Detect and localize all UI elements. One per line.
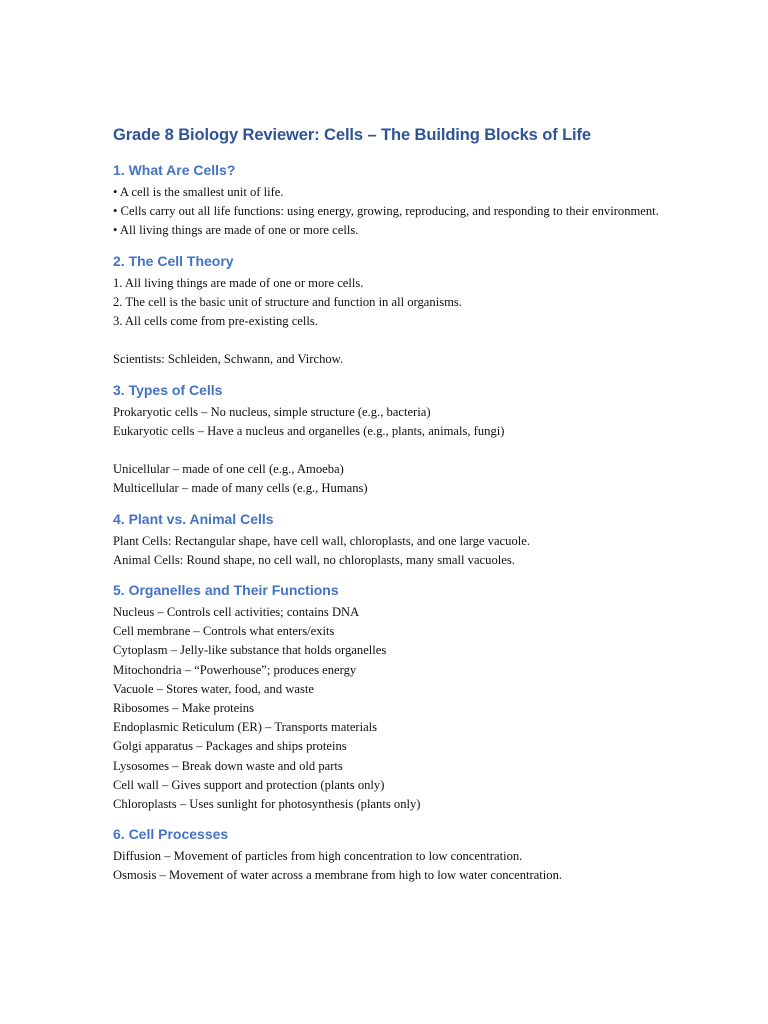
blank-line — [113, 441, 728, 460]
section-heading: 4. Plant vs. Animal Cells — [113, 510, 274, 527]
section-3 — [113, 379, 728, 499]
section-heading: 3. Types of Cells — [113, 381, 223, 398]
section-heading: 1. What Are Cells? — [113, 162, 236, 178]
document-title: Grade 8 Biology Reviewer: Cells – The Building Blocks of Life — [113, 126, 592, 144]
section-5 — [113, 579, 728, 814]
body-line: Vacuole – Stores water, food, and waste — [113, 681, 314, 696]
body-line: 3. All cells come from pre-existing cells. — [113, 314, 318, 329]
body-line: Animal Cells: Round shape, no cell wall, no chloroplasts, many small vacuoles. — [113, 552, 515, 567]
body-line: Multicellular – made of many cells (e.g., Humans) — [113, 481, 368, 496]
body-line: Eukaryotic cells – Have a nucleus and organelles (e.g., plants, animals, fungi) — [113, 423, 505, 438]
section-heading: 2. The Cell Theory — [113, 252, 234, 269]
blank-line — [113, 331, 728, 350]
body-line: Nucleus – Controls cell activities; contains DNA — [113, 605, 360, 620]
body-line: Golgi apparatus – Packages and ships proteins — [113, 739, 347, 754]
body-line: Osmosis – Movement of water across a membrane from high to low water concentration. — [113, 868, 563, 883]
body-line: Mitochondria – “Powerhouse”; produces energy — [113, 662, 357, 677]
body-line: Cell wall – Gives support and protection (plants only) — [113, 777, 385, 792]
body-line: Unicellular – made of one cell (e.g., Amoeba) — [113, 462, 344, 477]
body-line: Chloroplasts – Uses sunlight for photosynthesis (plants only) — [113, 797, 421, 812]
section-6 — [113, 823, 728, 885]
section-2 — [113, 250, 728, 370]
body-line: • Cells carry out all life functions: using energy, growing, reproducing, and responding to their environment. — [113, 204, 659, 219]
body-line: 1. All living things are made of one or more cells. — [113, 275, 364, 290]
section-heading: 5. Organelles and Their Functions — [113, 582, 339, 599]
body-line: Cytoplasm – Jelly-like substance that holds organelles — [113, 643, 387, 658]
body-line: Prokaryotic cells – No nucleus, simple structure (e.g., bacteria) — [113, 404, 431, 419]
body-line: Endoplasmic Reticulum (ER) – Transports materials — [113, 720, 378, 735]
body-line: Lysosomes – Break down waste and old parts — [113, 758, 343, 773]
body-line: Ribosomes – Make proteins — [113, 701, 254, 716]
section-4 — [113, 508, 728, 570]
body-line: Plant Cells: Rectangular shape, have cell wall, chloroplasts, and one large vacuole. — [113, 533, 530, 548]
section-1 — [113, 159, 728, 241]
body-line: Cell membrane – Controls what enters/exits — [113, 624, 335, 639]
document-body — [113, 159, 728, 886]
body-line: • All living things are made of one or more cells. — [113, 223, 359, 238]
body-line: Scientists: Schleiden, Schwann, and Virchow. — [113, 352, 344, 367]
body-line: 2. The cell is the basic unit of structure and function in all organisms. — [113, 294, 462, 309]
section-heading: 6. Cell Processes — [113, 826, 229, 843]
body-line: • A cell is the smallest unit of life. — [113, 185, 284, 199]
body-line: Diffusion – Movement of particles from high concentration to low concentration. — [113, 849, 523, 864]
